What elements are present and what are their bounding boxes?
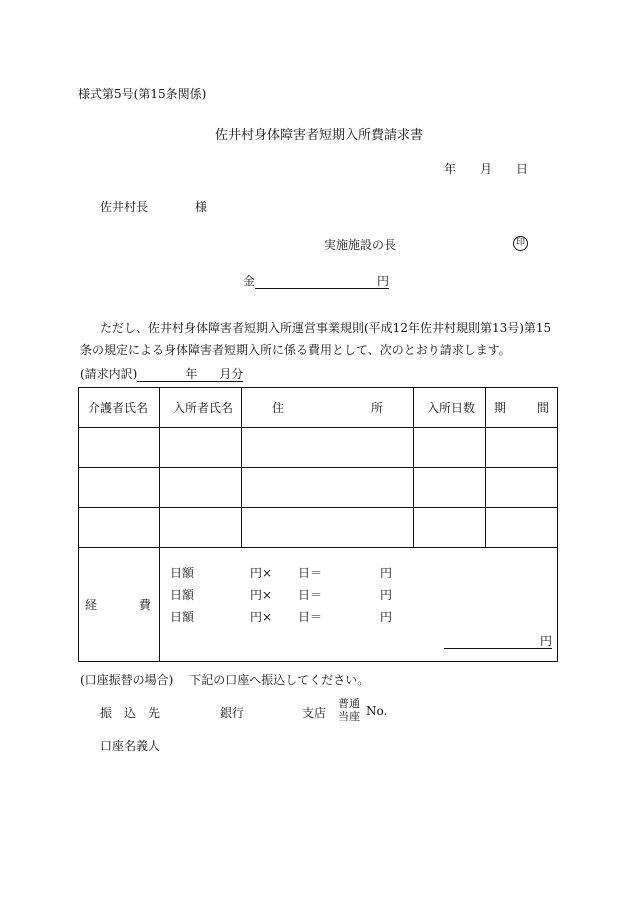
expense-total: 円 bbox=[444, 632, 552, 649]
body-text-line1: ただし、佐井村身体障害者短期入所運営事業規則(平成12年佐井村規則第13号)第15 bbox=[100, 321, 552, 335]
claim-table bbox=[78, 387, 558, 662]
table-row bbox=[79, 468, 558, 508]
seal-mark: 印 bbox=[513, 236, 528, 251]
header-address: 住 所 bbox=[242, 388, 414, 428]
cell-days[interactable] bbox=[414, 508, 486, 548]
claim-year: 年 bbox=[185, 367, 198, 381]
header-period: 期 間 bbox=[486, 388, 558, 428]
cell-address[interactable] bbox=[242, 468, 414, 508]
table-row bbox=[79, 508, 558, 548]
account-holder-label: 口座名義人 bbox=[100, 739, 161, 753]
cell-resident[interactable] bbox=[160, 468, 242, 508]
cell-caregiver[interactable] bbox=[79, 468, 160, 508]
cell-period[interactable] bbox=[486, 508, 558, 548]
cell-caregiver[interactable] bbox=[79, 508, 160, 548]
cell-period[interactable] bbox=[486, 468, 558, 508]
bank-transfer-instruction: 下記の口座へ振込してください。 bbox=[189, 673, 370, 687]
cell-days[interactable] bbox=[414, 428, 486, 468]
table-header-row bbox=[79, 388, 558, 428]
bank-label: 銀行 bbox=[220, 706, 245, 720]
bank-transfer-label: (口座振替の場合) bbox=[80, 673, 174, 687]
amount-blank bbox=[255, 273, 377, 289]
expenses-detail: 日額 円× 日＝ 円 日額 円× 日＝ 円 日額 円× 日＝ 円 円 bbox=[160, 548, 558, 662]
bank-transfer-note bbox=[80, 671, 369, 688]
claim-detail-label: (請求内訳) bbox=[80, 367, 138, 381]
addressee-honorific: 様 bbox=[195, 200, 208, 214]
table-row bbox=[79, 428, 558, 468]
cell-caregiver[interactable] bbox=[79, 428, 160, 468]
account-type: 普通 当座 bbox=[338, 697, 360, 723]
transfer-destination: 振 込 先 bbox=[100, 706, 161, 720]
cell-days[interactable] bbox=[414, 468, 486, 508]
header-resident: 入所者氏名 bbox=[160, 388, 242, 428]
claim-month: 月分 bbox=[219, 367, 244, 381]
body-text-line2: 条の規定による身体障害者短期入所に係る費用として、次のとおり請求します。 bbox=[80, 343, 511, 357]
cell-address[interactable] bbox=[242, 508, 414, 548]
claim-month-blank bbox=[197, 366, 219, 382]
claim-year-blank bbox=[137, 366, 185, 382]
header-caregiver: 介護者氏名 bbox=[79, 388, 160, 428]
form-number: 様式第5号(第15条関係) bbox=[78, 87, 207, 101]
cell-period[interactable] bbox=[486, 428, 558, 468]
expense-total-blank bbox=[444, 633, 540, 649]
amount-prefix: 金 bbox=[243, 274, 256, 288]
addressee-name: 佐井村長 bbox=[100, 200, 149, 214]
account-number-label: No. bbox=[366, 704, 388, 718]
header-days: 入所日数 bbox=[414, 388, 486, 428]
document-title: 佐井村身体障害者短期入所費請求書 bbox=[215, 128, 424, 143]
date-day: 日 bbox=[516, 162, 529, 176]
cell-address[interactable] bbox=[242, 428, 414, 468]
expenses-row bbox=[79, 548, 558, 662]
date-month: 月 bbox=[480, 162, 493, 176]
expenses-label: 経 費 bbox=[79, 548, 160, 662]
date-year: 年 bbox=[444, 162, 457, 176]
sender-label: 実施施設の長 bbox=[324, 238, 397, 252]
cell-resident[interactable] bbox=[160, 428, 242, 468]
amount-line bbox=[243, 272, 389, 289]
branch-label: 支店 bbox=[302, 706, 327, 720]
claim-detail bbox=[80, 365, 243, 382]
cell-resident[interactable] bbox=[160, 508, 242, 548]
amount-suffix: 円 bbox=[377, 274, 390, 288]
